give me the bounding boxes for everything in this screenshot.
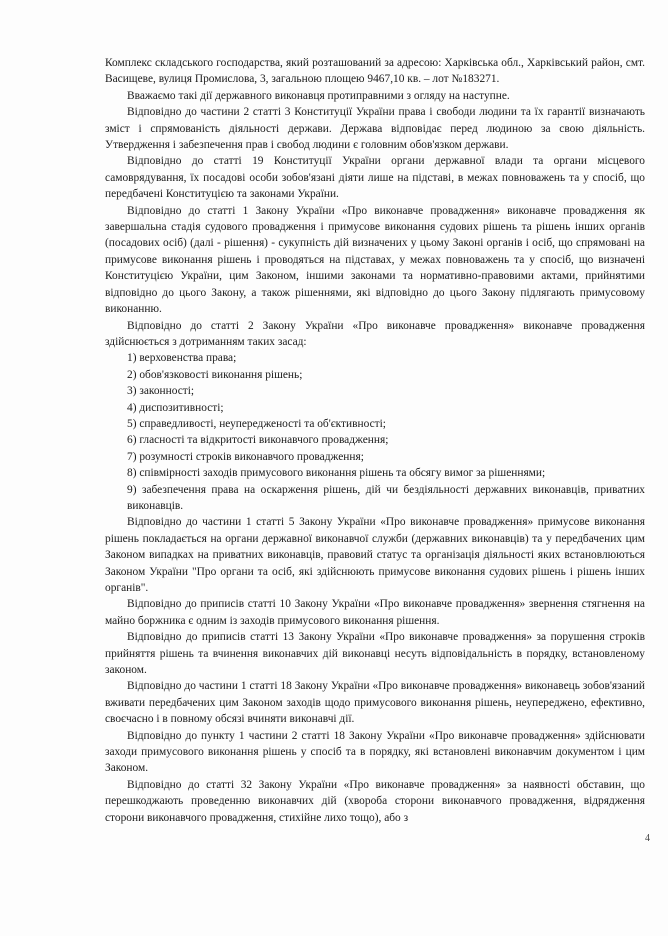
paragraph-law-art5: Відповідно до частини 1 статті 5 Закону України «Про виконавче провадження» примусове виконання рішень покладається на органи державної виконавчої служби (державних виконавців) та у передбачених цим Законом випадках на приватних виконавців, правовий статус та організація діяльності яких встановлюються Законом України "Про органи та осіб, які здійснюють примусове виконання судових рішень і рішень інших органів". [105,516,645,594]
list-item: 9) забезпечення права на оскарження рішень, дій чи бездіяльності державних виконавців, приватних виконавців. [127,483,645,512]
page-number: 4 [645,833,650,844]
paragraph-law-art18-part2: Відповідно до пункту 1 частини 2 статті 18 Закону України «Про виконавче провадження» здійснювати заходи примусового виконання рішень у спосіб та в порядку, які встановлені виконавчим документом і цим Законом. [105,729,645,775]
list-item: 5) справедливості, неупередженості та об'єктивності; [127,417,386,430]
list-item: 7) розумності строків виконавчого провадження; [127,450,364,463]
paragraph-law-art18-part1: Відповідно до частини 1 статті 18 Закону України «Про виконавче провадження» виконавець зобов'язаний вживати передбачених цим Законом заходів щодо примусового виконання рішень, неупереджено, ефективно, своєчасно і в повному обсязі вчиняти виконавчі дії. [105,680,645,726]
paragraph-intro: Вважаємо такі дії державного виконавця протиправними з огляду на наступне. [127,89,510,102]
paragraph-law-art13: Відповідно до приписів статті 13 Закону України «Про виконавче провадження» за порушення строків прийняття рішень та вчинення виконавчих дій виконавці несуть відповідальність в порядку, встановленому законом. [105,631,645,677]
paragraph-law-art1: Відповідно до статті 1 Закону України «Про виконавче провадження» виконавче провадження як завершальна стадія судового провадження і примусове виконання судових рішень та рішень інших органів (посадових осіб) (далі - рішення) - сукупність дій визначених у цьому Законі органів і осіб, що спрямовані на примусове виконання рішень і проводяться на підставах, у межах повноважень та у спосіб, що визначені Конституцією України, цим Законом, іншими законами та нормативно-правовими актами, прийнятими відповідно до цього Закону, а також рішеннями, які відповідно до цього Закону підлягають примусовому виконанню. [105,204,645,316]
paragraph-law-art10: Відповідно до приписів статті 10 Закону України «Про виконавче провадження» звернення стягнення на майно боржника є одним із заходів примусового виконання рішення. [105,598,645,627]
list-item: 1) верховенства права; [127,352,237,365]
list-item: 3) законності; [127,385,195,398]
list-item: 8) співмірності заходів примусового виконання рішень та обсягу вимог за рішеннями; [127,467,546,480]
list-item: 4) диспозитивності; [127,401,224,414]
paragraph-constitution-art19: Відповідно до статті 19 Конституції України органи державної влади та органи місцевого самоврядування, їх посадові особи зобов'язані діяти лише на підставі, в межах повноважень та у спосіб, що передбачені Конституцією та законами України. [105,155,645,201]
paragraph-lot-description: Комплекс складського господарства, який розташований за адресою: Харківська обл., Харківський район, смт. Васищеве, вулиця Промислова, 3, загальною площею 9467,10 кв. – лот №183271. [105,57,645,86]
document-body [105,55,645,826]
paragraph-law-art32: Відповідно до статті 32 Закону України «Про виконавче провадження» за наявності обставин, що перешкоджають проведенню виконавчих дій (хвороба сторони виконавчого провадження, відрядження сторони виконавчого провадження, стихійне лихо тощо), або з [105,778,645,824]
principles-list [105,350,645,514]
list-item: 2) обов'язковості виконання рішень; [127,368,303,381]
paragraph-law-art2: Відповідно до статті 2 Закону України «Про виконавче провадження» виконавче провадження здійснюється з дотриманням таких засад: [105,319,645,348]
list-item: 6) гласності та відкритості виконавчого провадження; [127,434,389,447]
paragraph-constitution-art3: Відповідно до частини 2 статті 3 Конституції України права і свободи людини та їх гарантії визначають зміст і спрямованість діяльності держави. Держава відповідає перед людиною за свою діяльність. Утвердження і забезпечення прав і свобод людини є головним обов'язком держави. [105,106,645,152]
